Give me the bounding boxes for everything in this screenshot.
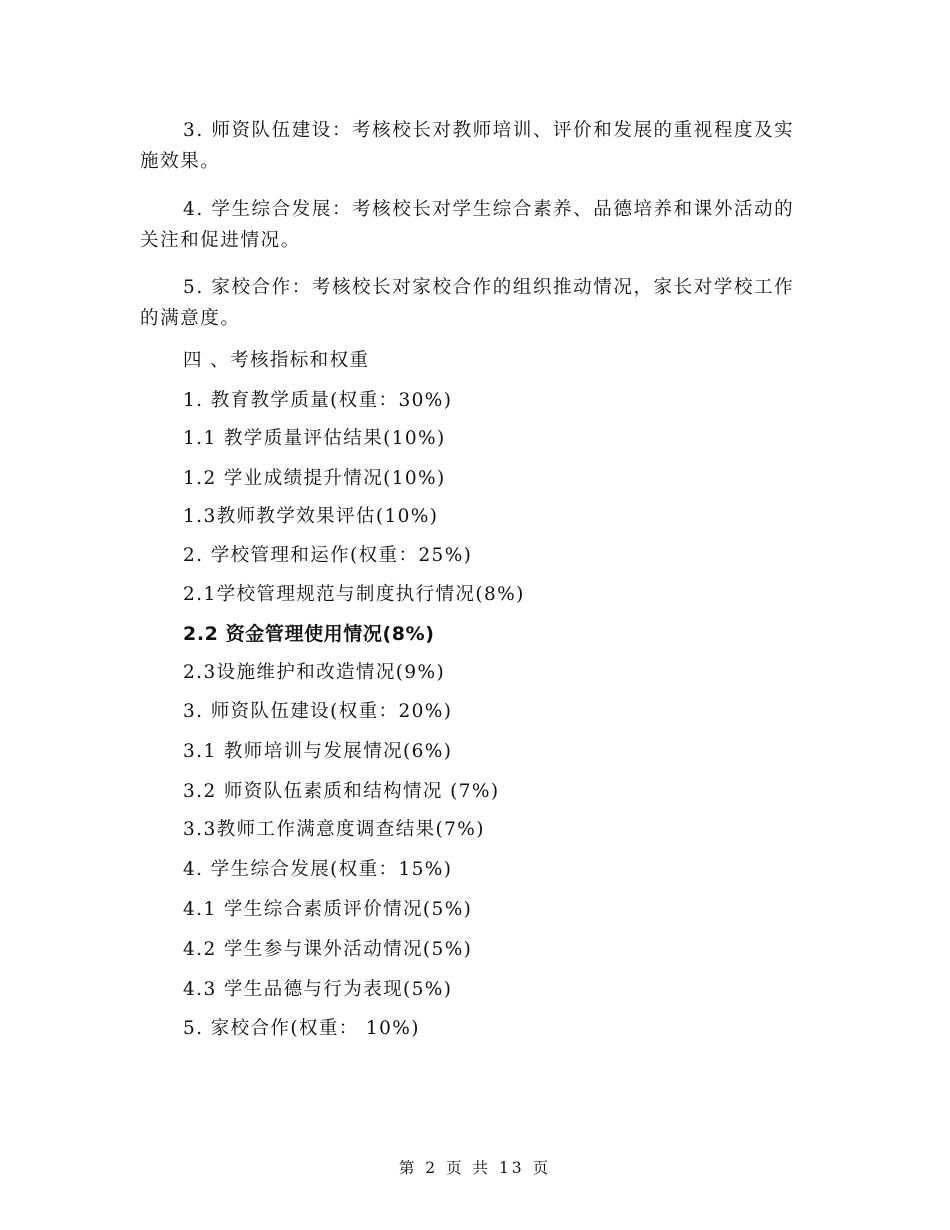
paragraph-home-school — [140, 272, 805, 334]
paragraph-number: 4. — [183, 199, 204, 220]
indicator-item: 2.1学校管理规范与制度执行情况(8%) — [183, 584, 525, 605]
indicator-item: 2.3设施维护和改造情况(9%) — [183, 662, 446, 683]
page-footer: 第 2 页 共 13 页 — [398, 1159, 552, 1177]
indicator-item: 5. 家校合作(权重： 10%) — [183, 1018, 420, 1039]
indicator-item: 1.1 教学质量评估结果(10%) — [183, 428, 446, 449]
indicator-item: 1.2 学业成绩提升情况(10%) — [183, 468, 446, 489]
indicator-item: 1.3教师教学效果评估(10%) — [183, 506, 439, 527]
paragraph-text: 家校合作：考核校长对家校合作的组织推动情况，家长对学校工作的满意度。 — [140, 277, 795, 329]
paragraph-text: 师资队伍建设：考核校长对教师培训、评价和发展的重视程度及实施效果。 — [140, 120, 795, 172]
paragraph-number: 3. — [183, 120, 204, 141]
indicator-item: 3.2 师资队伍素质和结构情况 (7%) — [183, 781, 500, 802]
indicator-item: 4.2 学生参与课外活动情况(5%) — [183, 939, 473, 960]
paragraph-student-development — [140, 194, 805, 256]
indicator-item: 1. 教育教学质量(权重：30%) — [183, 390, 453, 411]
indicator-item: 4. 学生综合发展(权重：15%) — [183, 859, 453, 880]
indicator-item: 4.1 学生综合素质评价情况(5%) — [183, 899, 473, 920]
paragraph-number: 5. — [183, 277, 204, 298]
paragraph-text: 学生综合发展：考核校长对学生综合素养、品德培养和课外活动的关注和促进情况。 — [140, 199, 795, 251]
indicator-item: 3.3教师工作满意度调查结果(7%) — [183, 819, 485, 840]
indicator-item-bold: 2.2 资金管理使用情况(8%) — [183, 623, 435, 645]
indicator-item: 2. 学校管理和运作(权重：25%) — [183, 545, 473, 566]
indicator-item: 3.1 教师培训与发展情况(6%) — [183, 741, 453, 762]
indicator-item: 3. 师资队伍建设(权重：20%) — [183, 701, 453, 722]
paragraph-teacher-team — [140, 115, 805, 177]
indicator-item: 4.3 学生品德与行为表现(5%) — [183, 979, 453, 1000]
section-heading: 四 、考核指标和权重 — [183, 350, 370, 371]
